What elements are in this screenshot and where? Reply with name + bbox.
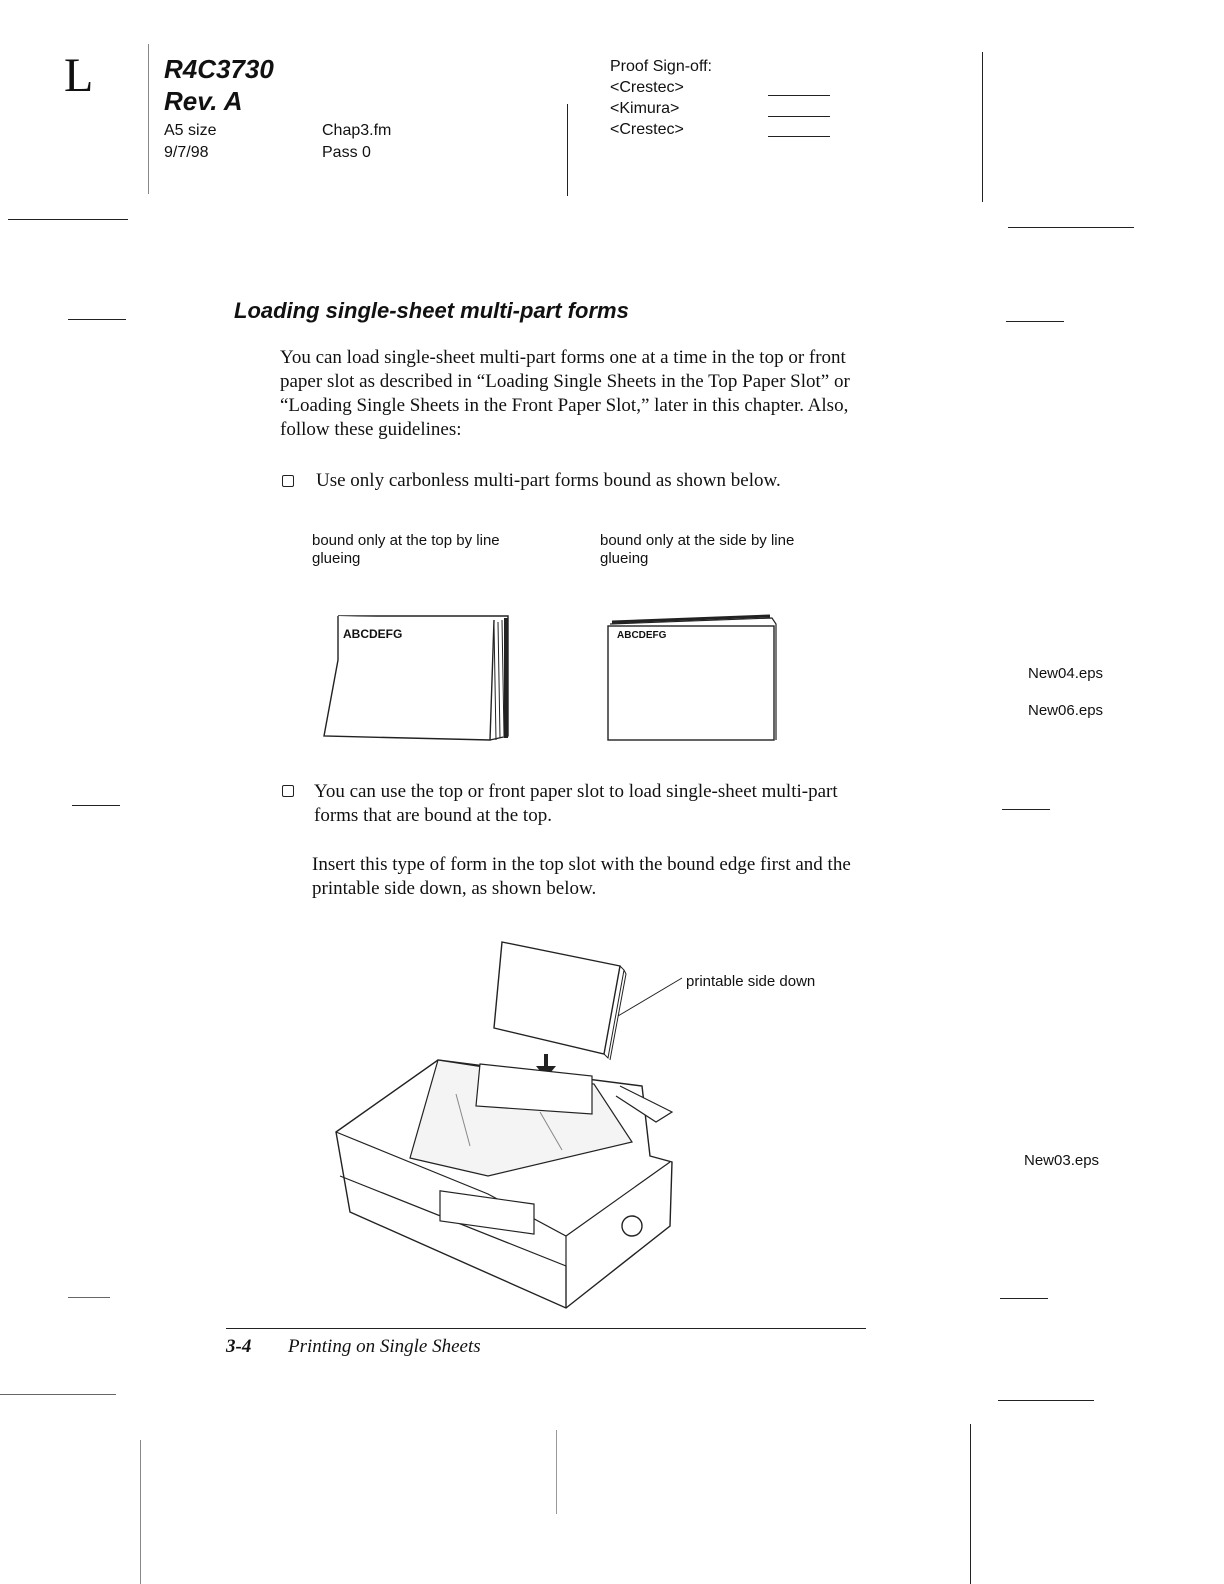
caption-top-bound: bound only at the top by line glueing xyxy=(312,532,500,567)
pass: Pass 0 xyxy=(322,144,371,161)
proof-title: Proof Sign-off: xyxy=(610,58,712,75)
crop-mark xyxy=(982,52,983,202)
crop-mark xyxy=(970,1424,971,1584)
intro-paragraph: You can load single-sheet multi-part forms one at a time in the top or front paper slot as described in “Loading Single Sheets in the Top Paper Slot” or “Loading Single Sheets in the Front Paper Slot,” later in this chapter. Also, follow these guidelines: xyxy=(280,347,850,440)
crop-mark xyxy=(1002,809,1050,810)
proof-entry: <Kimura> xyxy=(610,100,680,117)
crop-mark xyxy=(8,219,128,220)
bullet-paragraph: Insert this type of form in the top slot with the bound edge first and the printable side down, as shown below. xyxy=(312,854,851,899)
eps-label: New03.eps xyxy=(1024,1152,1100,1169)
crop-mark xyxy=(68,319,126,320)
signoff-line xyxy=(768,136,830,137)
crop-mark xyxy=(1000,1298,1048,1299)
date: 9/7/98 xyxy=(164,144,209,161)
crop-mark xyxy=(1006,321,1064,322)
margin-letter: L xyxy=(64,49,94,102)
proof-entry: <Crestec> xyxy=(610,79,684,96)
proof-entry: <Crestec> xyxy=(610,121,684,138)
eps-label: New04.eps xyxy=(1028,665,1104,682)
paper-size: A5 size xyxy=(164,122,217,139)
page-number: 3-4 xyxy=(226,1336,252,1357)
crop-mark xyxy=(72,805,120,806)
crop-mark xyxy=(567,104,568,196)
callout-label: printable side down xyxy=(686,973,816,990)
doc-code: R4C3730 xyxy=(164,54,274,84)
eps-label: New06.eps xyxy=(1028,702,1104,719)
chapter-title: Printing on Single Sheets xyxy=(288,1336,481,1357)
footer-rule xyxy=(226,1328,866,1329)
crop-mark xyxy=(998,1400,1094,1401)
file-name: Chap3.fm xyxy=(322,122,392,139)
crop-mark xyxy=(0,1394,116,1395)
bullet-box-icon xyxy=(282,475,294,487)
caption-side-bound: bound only at the side by line glueing xyxy=(600,532,795,567)
printer-illustration xyxy=(320,936,690,1320)
form-sample-text: ABCDEFG xyxy=(343,627,403,641)
bullet-box-icon xyxy=(282,785,294,797)
section-title: Loading single-sheet multi-part forms xyxy=(234,298,629,323)
bullet-item: You can use the top or front paper slot to load single-sheet multi-part forms that are bound at the top. xyxy=(314,781,838,826)
crop-mark xyxy=(68,1297,110,1298)
signoff-line xyxy=(768,116,830,117)
crop-mark xyxy=(140,1440,141,1584)
bullet-item: Use only carbonless multi-part forms bound as shown below. xyxy=(316,470,781,491)
crop-mark xyxy=(556,1430,557,1514)
signoff-line xyxy=(768,95,830,96)
revision: Rev. A xyxy=(164,86,243,116)
crop-mark xyxy=(1008,227,1134,228)
form-sample-text: ABCDEFG xyxy=(617,630,667,641)
crop-mark xyxy=(148,44,149,194)
